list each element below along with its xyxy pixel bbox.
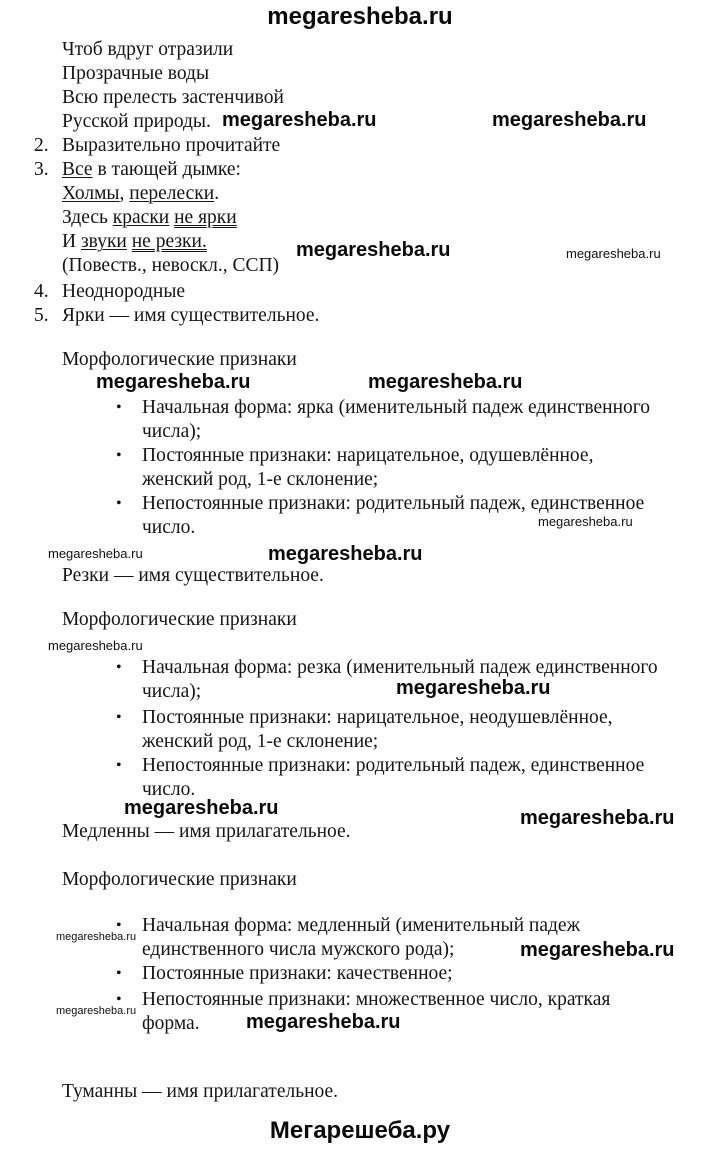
sentence-line-1: Все в тающей дымке: <box>62 159 241 180</box>
watermark: megaresheba.ru <box>520 807 675 829</box>
bullet: • <box>116 495 122 512</box>
bullet: • <box>116 991 122 1008</box>
bullet-text: число. <box>142 517 196 538</box>
bullet-text: Начальная форма: ярка (именительный падеж единственного <box>142 397 651 418</box>
bullet-text: форма. <box>142 1013 200 1034</box>
bullet-text: женский род, 1-е склонение; <box>142 731 379 752</box>
bullet-text: женский род, 1-е склонение; <box>142 469 379 490</box>
bullet: • <box>116 757 122 774</box>
poem-line-1: Чтоб вдруг отразили <box>62 39 234 60</box>
watermark: megaresheba.ru <box>296 239 451 261</box>
morph-heading: Морфологические признаки <box>62 609 297 630</box>
sentence-line-4: И звуки не резки. <box>62 231 207 252</box>
bullet-text: Непостоянные признаки: родительный падеж, единственное <box>142 755 645 776</box>
bullet-text: Непостоянные признаки: множественное число, краткая <box>142 989 611 1010</box>
sentence-note: (Повеств., невоскл., ССП) <box>62 255 280 276</box>
predicate-word: не резки. <box>131 231 207 252</box>
bullet: • <box>116 965 122 982</box>
subject-word: Холмы <box>62 183 120 204</box>
watermark: megaresheba.ru <box>538 514 633 529</box>
bullet-text: Начальная форма: резка (именительный падеж единственного <box>142 657 658 678</box>
item-4-text: Неоднородные <box>62 281 186 302</box>
footer-watermark: Мегарешеба.ру <box>269 1117 451 1144</box>
bullet-text: Непостоянные признаки: родительный падеж, единственное <box>142 493 645 514</box>
tumanny-title: Туманны — имя прилагательное. <box>62 1081 339 1102</box>
bullet: • <box>116 709 122 726</box>
bullet-text: Постоянные признаки: качественное; <box>142 963 453 984</box>
watermark: megaresheba.ru <box>124 797 279 819</box>
watermark: megaresheba.ru <box>396 677 551 699</box>
sentence-line-3: Здесь краски не ярки <box>62 207 237 228</box>
item-number-5: 5. <box>34 305 49 326</box>
watermark: megaresheba.ru <box>520 939 675 961</box>
subject-word: звуки <box>80 231 127 252</box>
bullet: • <box>116 659 122 676</box>
subject-word: перелески <box>129 183 215 204</box>
predicate-word: не ярки <box>174 207 237 228</box>
watermark: megaresheba.ru <box>492 109 647 131</box>
watermark: megaresheba.ru <box>56 931 137 943</box>
watermark: megaresheba.ru <box>56 1005 137 1017</box>
bullet: • <box>116 917 122 934</box>
bullet-text: Постоянные признаки: нарицательное, неодушевлённое, <box>142 707 613 728</box>
medlenny-title: Медленны — имя прилагательное. <box>62 821 351 842</box>
bullet-text: числа); <box>142 681 202 702</box>
morph-heading: Морфологические признаки <box>62 349 297 370</box>
bullet: • <box>116 399 122 416</box>
watermark: megaresheba.ru <box>96 371 251 393</box>
header-watermark: megaresheba.ru <box>267 3 453 30</box>
bullet-text: единственного числа мужского рода); <box>142 939 455 960</box>
watermark: megaresheba.ru <box>268 543 423 565</box>
morph-heading: Морфологические признаки <box>62 869 297 890</box>
item-number-2: 2. <box>34 135 49 156</box>
watermark: megaresheba.ru <box>368 371 523 393</box>
watermark: megaresheba.ru <box>48 638 143 653</box>
watermark: megaresheba.ru <box>48 546 143 561</box>
watermark: megaresheba.ru <box>566 246 661 261</box>
rezki-title: Резки — имя существительное. <box>62 565 324 586</box>
item-5-text: Ярки — имя существительное. <box>62 305 320 326</box>
item-2-text: Выразительно прочитайте <box>62 135 281 156</box>
subject-word: краски <box>112 207 170 228</box>
watermark: megaresheba.ru <box>222 109 377 131</box>
poem-line-4: Русской природы. <box>62 111 211 132</box>
bullet: • <box>116 447 122 464</box>
bullet-text: Постоянные признаки: нарицательное, одушевлённое, <box>142 445 594 466</box>
watermark: megaresheba.ru <box>246 1011 401 1033</box>
bullet-text: Начальная форма: медленный (именительный падеж <box>142 915 581 936</box>
bullet-text: числа); <box>142 421 202 442</box>
poem-line-3: Всю прелесть застенчивой <box>62 87 284 108</box>
poem-line-2: Прозрачные воды <box>62 63 210 84</box>
subject-word: Все <box>62 159 93 180</box>
item-number-4: 4. <box>34 281 49 302</box>
item-number-3: 3. <box>34 159 49 180</box>
bullet-text: число. <box>142 779 196 800</box>
sentence-line-2: Холмы, перелески. <box>62 183 220 204</box>
